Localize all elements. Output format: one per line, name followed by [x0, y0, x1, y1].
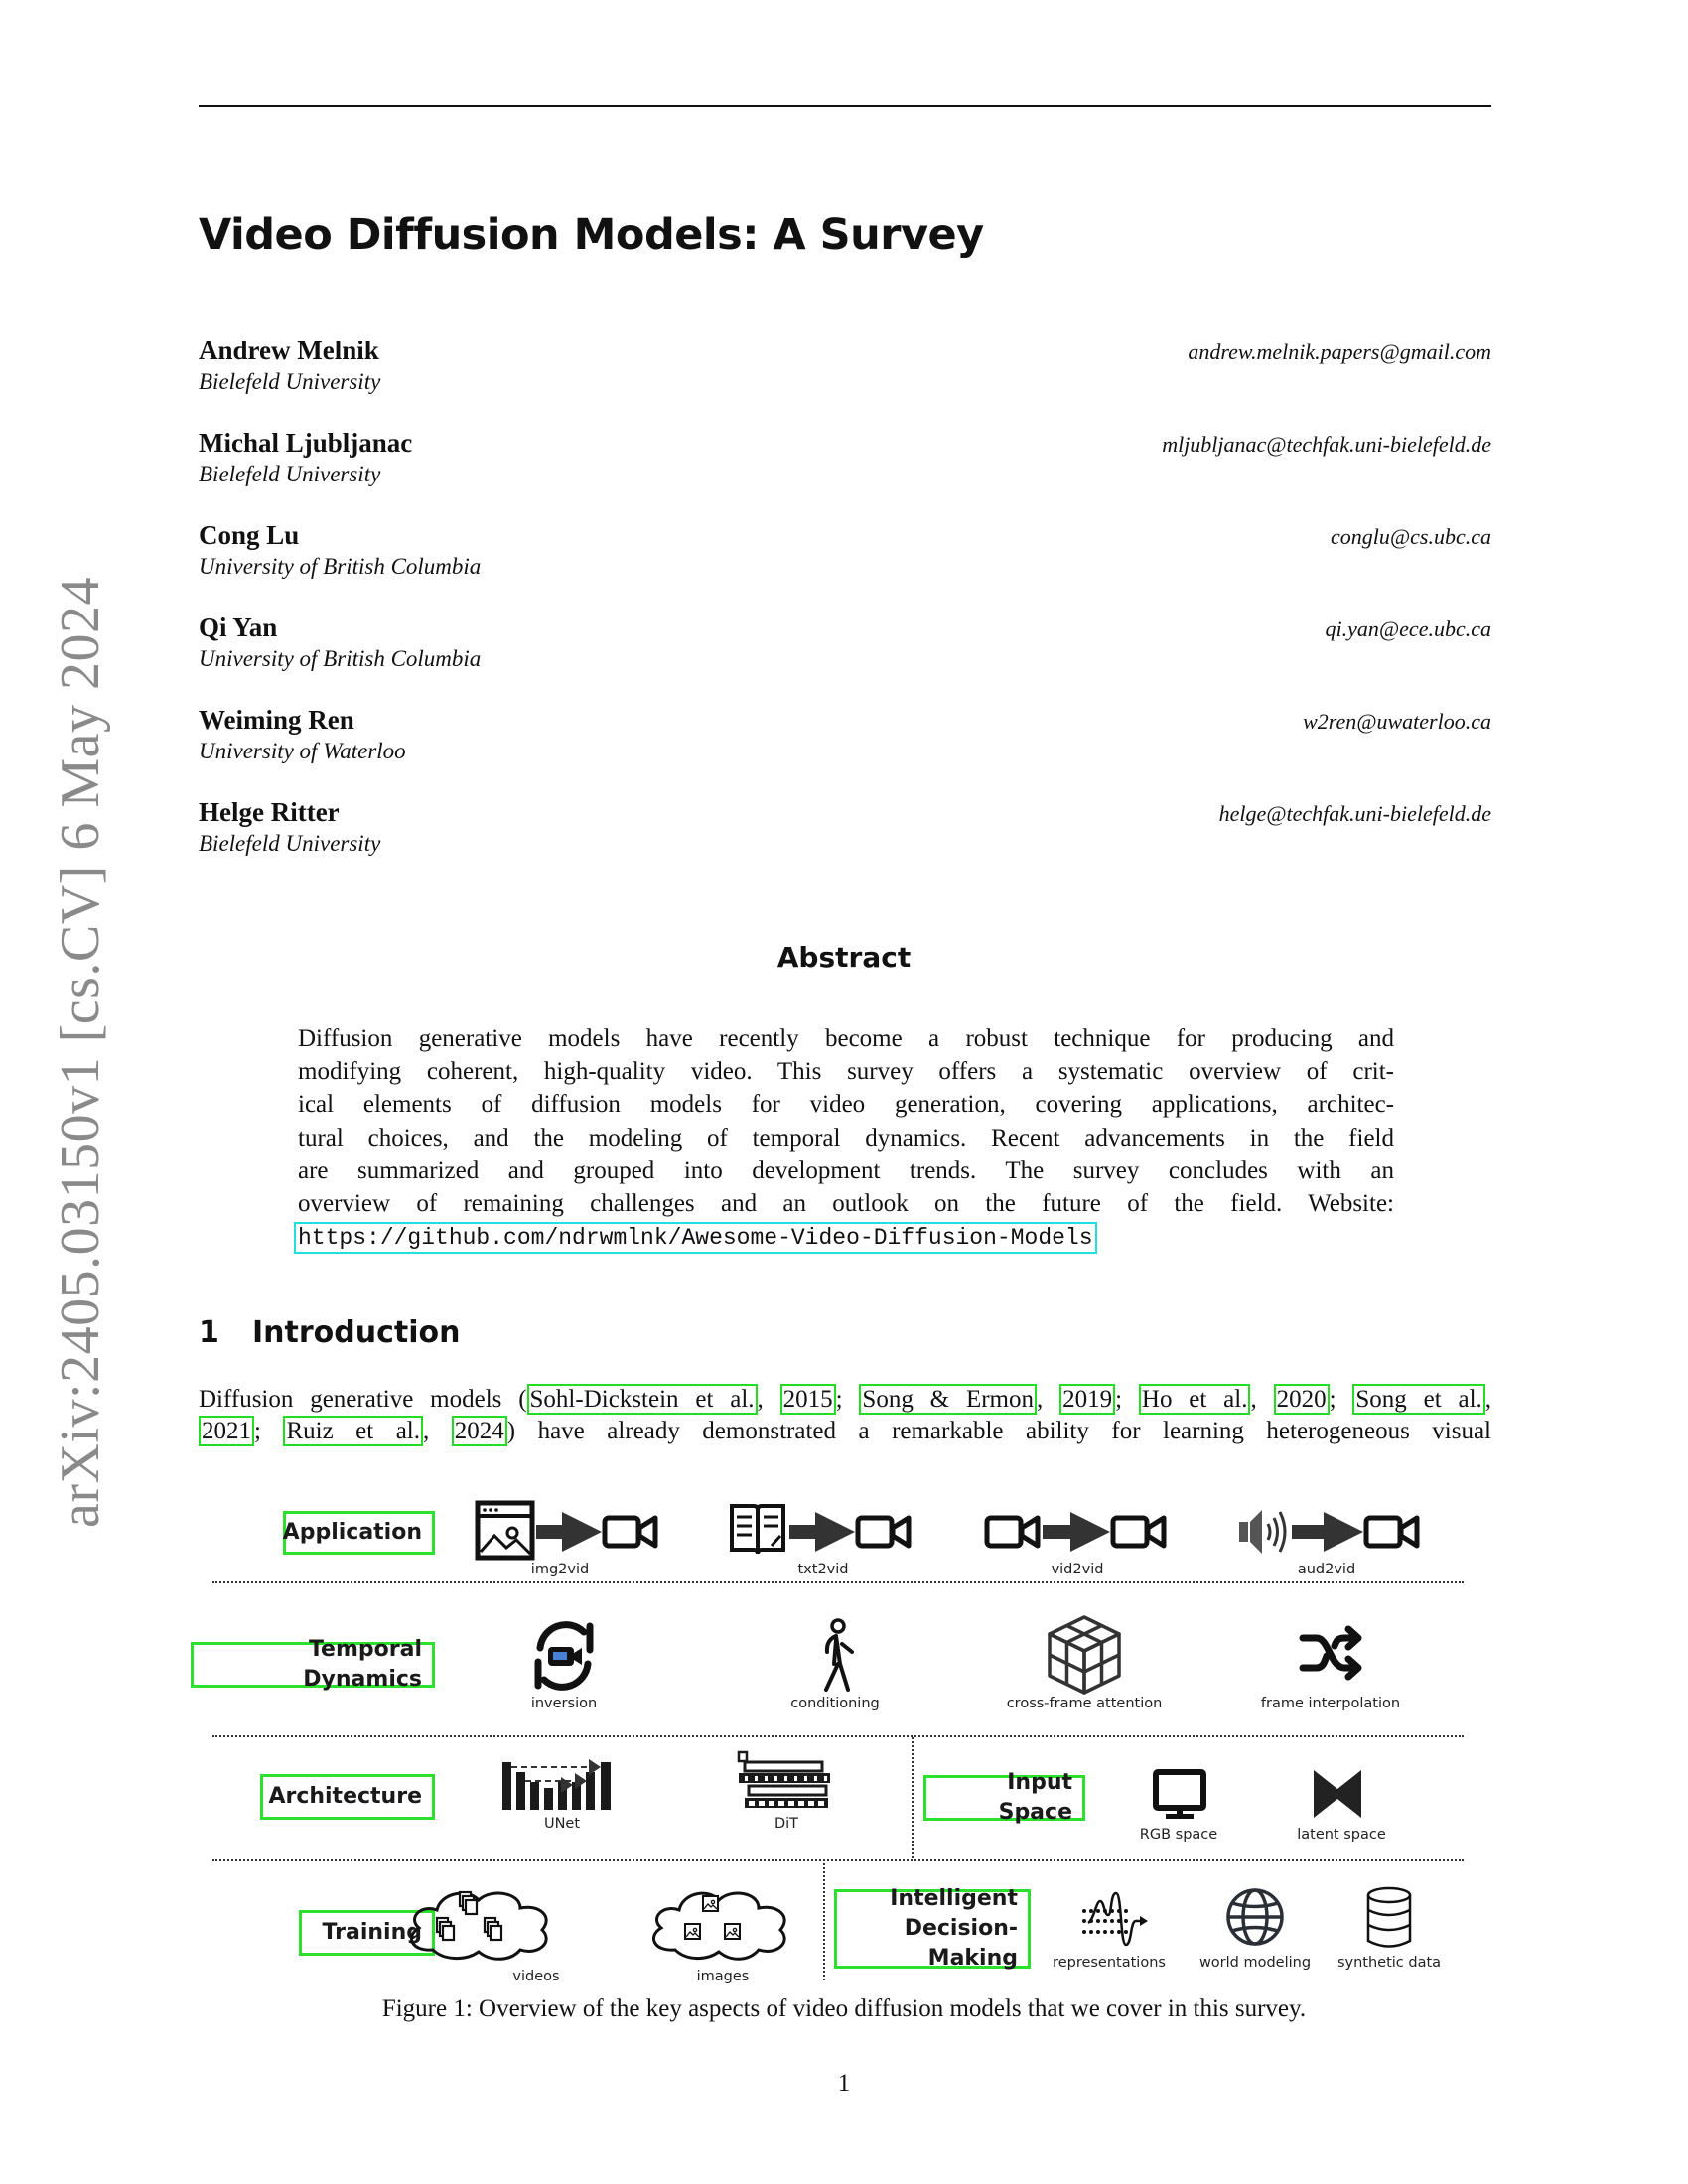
item-label: images	[696, 1969, 750, 1984]
representations-icon	[1080, 1889, 1150, 1951]
item-label: frame interpolation	[1260, 1696, 1401, 1711]
category-architecture	[260, 1774, 435, 1820]
item-label: aud2vid	[1297, 1562, 1356, 1577]
item-label: RGB space	[1139, 1827, 1218, 1843]
dit-icon	[735, 1750, 840, 1812]
category-label-line1: Intelligent	[890, 1886, 1018, 1911]
intro-paragraph: Diffusion generative models ( Sohl-Dickstein et al. , 2015 ; Song & Ermon , 2019 ; Ho et al. , 2020 ; Song et al. , 2021 ; Ruiz et al. , 2024 ) have already demonstrated a remarkable ability for learning heterogeneous visual	[199, 1386, 1492, 1444]
author-email[interactable]: qi.yan@ece.ubc.ca	[1325, 616, 1491, 641]
globe-icon	[1224, 1886, 1286, 1948]
row-separator	[212, 1581, 1464, 1583]
author-affiliation: University of Waterloo	[199, 739, 406, 763]
author-affiliation: University of British Columbia	[199, 554, 482, 579]
category-label: Input Space	[998, 1770, 1072, 1825]
item-label: conditioning	[790, 1696, 880, 1711]
author-block	[199, 428, 1491, 507]
monitor-icon	[1152, 1769, 1207, 1821]
intro-text: Diffusion generative models (	[199, 1386, 527, 1413]
abstract-line: overview of remaining challenges and an outlook on the future of the field. Website:	[298, 1190, 1394, 1218]
cube-grid-icon	[1046, 1614, 1123, 1696]
abstract-heading: Abstract	[776, 941, 912, 974]
citation-year-link[interactable]: 2019	[1059, 1384, 1115, 1415]
category-label: Architecture	[268, 1784, 422, 1809]
citation-year-link[interactable]: 2020	[1274, 1384, 1330, 1415]
category-intelligent-decision-making	[834, 1886, 1031, 1971]
arxiv-stamp	[26, 571, 135, 1534]
inversion-icon	[526, 1618, 602, 1694]
item-label: vid2vid	[1051, 1562, 1104, 1577]
shuffle-icon	[1299, 1624, 1368, 1682]
author-block	[199, 613, 1491, 692]
section-number: 1	[199, 1315, 219, 1350]
author-block	[199, 520, 1491, 600]
author-email[interactable]: andrew.melnik.papers@gmail.com	[1188, 340, 1491, 364]
citation-link[interactable]: Song & Ermon	[859, 1384, 1037, 1415]
category-temporal-dynamics	[191, 1637, 435, 1692]
author-affiliation: Bielefeld University	[199, 462, 381, 486]
bowtie-latent-icon	[1313, 1769, 1362, 1819]
item-label: videos	[512, 1969, 560, 1984]
paper-title: Video Diffusion Models: A Survey	[199, 210, 984, 260]
citation-link[interactable]: Sohl-Dickstein et al.	[527, 1384, 758, 1415]
abstract-line: ical elements of diffusion models for video generation, covering applications, architec-	[298, 1091, 1394, 1119]
item-label: txt2vid	[797, 1562, 849, 1577]
page-number: 1	[837, 2070, 851, 2097]
item-label: synthetic data	[1336, 1955, 1442, 1971]
author-name: Helge Ritter	[199, 797, 340, 827]
website-link[interactable]: https://github.com/ndrwmlnk/Awesome-Video-Diffusion-Models	[294, 1222, 1097, 1254]
author-affiliation: Bielefeld University	[199, 369, 381, 394]
author-affiliation: Bielefeld University	[199, 831, 381, 856]
abstract-line: modifying coherent, high-quality video. This survey offers a systematic overview of crit-	[298, 1058, 1394, 1086]
abstract-line: Diffusion generative models have recently become a robust technique for producing and	[298, 1025, 1394, 1052]
author-email[interactable]: conglu@cs.ubc.ca	[1331, 524, 1491, 549]
abstract-line: are summarized and grouped into development trends. The survey concludes with an	[298, 1157, 1394, 1184]
section-title: Introduction	[252, 1315, 461, 1350]
author-email[interactable]: w2ren@uwaterloo.ca	[1303, 709, 1491, 734]
column-separator	[823, 1863, 825, 1980]
item-label: latent space	[1297, 1827, 1386, 1843]
citation-year-link[interactable]: 2015	[780, 1384, 836, 1415]
vid2vid-icon	[983, 1500, 1172, 1562]
item-label: world modeling	[1198, 1955, 1312, 1971]
section-heading	[199, 1315, 460, 1350]
database-icon	[1365, 1886, 1413, 1950]
arxiv-stamp-text: arXiv:2405.03150v1 [cs.CV] 6 May 2024	[50, 577, 111, 1528]
abstract-body	[298, 1023, 1394, 1254]
author-email[interactable]: helge@techfak.uni-bielefeld.de	[1218, 801, 1491, 826]
category-input-space	[923, 1770, 1085, 1825]
author-email[interactable]: mljubljanac@techfak.uni-bielefeld.de	[1162, 432, 1491, 457]
figure-caption: Figure 1: Overview of the key aspects of video diffusion models that we cover in this survey.	[381, 1995, 1307, 2022]
category-label-line2: Decision-Making	[904, 1916, 1018, 1971]
author-block	[199, 336, 1491, 415]
category-label: Application	[282, 1520, 422, 1545]
citation-link[interactable]: Ruiz et al.	[283, 1416, 423, 1446]
unet-icon	[501, 1754, 627, 1812]
txt2vid-icon	[728, 1500, 916, 1562]
category-application	[283, 1511, 435, 1555]
image-cloud-icon	[647, 1888, 794, 1962]
author-name: Andrew Melnik	[199, 336, 379, 365]
img2vid-icon	[475, 1500, 663, 1562]
author-name: Cong Lu	[199, 520, 300, 550]
row-separator	[212, 1859, 1464, 1861]
item-label: representations	[1053, 1955, 1166, 1971]
author-block	[199, 797, 1491, 877]
item-label: cross-frame attention	[1006, 1696, 1163, 1711]
item-label: inversion	[530, 1696, 598, 1711]
author-name: Qi Yan	[199, 613, 278, 642]
author-block	[199, 705, 1491, 784]
citation-year-link[interactable]: 2024	[452, 1416, 507, 1446]
aud2vid-icon	[1236, 1500, 1425, 1562]
author-name: Weiming Ren	[199, 705, 354, 735]
row-separator	[212, 1735, 1464, 1737]
abstract-line: tural choices, and the modeling of temporal dynamics. Recent advancements in the field	[298, 1124, 1394, 1152]
column-separator	[912, 1737, 914, 1858]
citation-link[interactable]: Ho et al.	[1139, 1384, 1251, 1415]
item-label: UNet	[543, 1816, 581, 1832]
author-affiliation: University of British Columbia	[199, 646, 482, 671]
author-name: Michal Ljubljanac	[199, 428, 413, 458]
header-rule	[199, 105, 1491, 107]
item-label: DiT	[774, 1816, 799, 1832]
category-label: Temporal Dynamics	[303, 1637, 422, 1692]
citation-link[interactable]: Song et al.	[1352, 1384, 1484, 1415]
category-label: Training	[322, 1920, 422, 1945]
video-cloud-icon	[403, 1886, 558, 1962]
citation-year-link[interactable]: 2021	[199, 1416, 254, 1446]
walking-person-icon	[812, 1618, 862, 1694]
intro-text: ) have already demonstrated a remarkable ability for learning heterogeneous visual	[506, 1418, 1492, 1444]
item-label: img2vid	[530, 1562, 590, 1577]
